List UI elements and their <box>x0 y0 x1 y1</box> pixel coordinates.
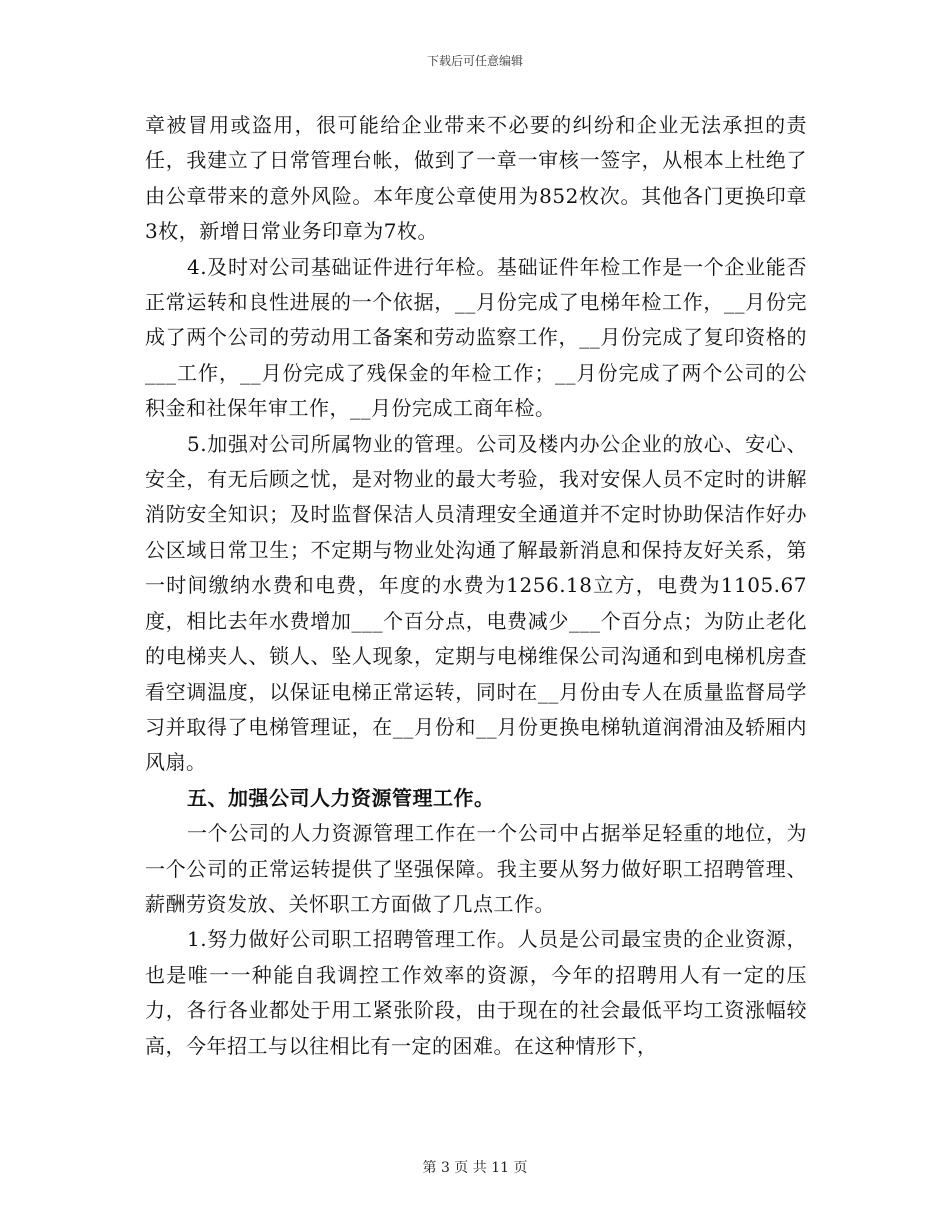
paragraph-property-management: 5.加强对公司所属物业的管理。公司及楼内办公企业的放心、安心、安全，有无后顾之忧，是对物业的最大考验，我对安保人员不定时的讲解消防安全知识；及时监督保洁人员清理安全通道并不定时协助保洁作好办公区域日常卫生；不定期与物业处沟通了解最新消息和保持友好关系，第一时间缴纳水费和电费，年度的水费为1256.18立方，电费为1105.67度，相比去年水费增加___个百分点，电费减少___个百分点；为防止老化的电梯夹人、锁人、坠人现象，定期与电梯维保公司沟通和到电梯机房查看空调温度，以保证电梯正常运转，同时在__月份由专人在质量监督局学习并取得了电梯管理证，在__月份和__月份更换电梯轨道润滑油及轿厢内风扇。 <box>145 431 807 775</box>
paragraph-recruitment: 1.努力做好公司职工招聘管理工作。人员是公司最宝贵的企业资源，也是唯一一种能自我调控工作效率的资源，今年的招聘用人有一定的压力，各行各业都处于用工紧张阶段，由于现在的社会最低平均工资涨幅较高，今年招工与以往相比有一定的困难。在这种情形下， <box>145 927 807 1058</box>
paragraph-hr-intro: 一个公司的人力资源管理工作在一个公司中占据举足轻重的地位，为一个公司的正常运转提供了坚强保障。我主要从努力做好职工招聘管理、薪酬劳资发放、关怀职工方面做了几点工作。 <box>145 821 807 916</box>
paragraph-annual-inspection: 4.及时对公司基础证件进行年检。基础证件年检工作是一个企业能否正常运转和良性进展的一个依据，__月份完成了电梯年检工作，__月份完成了两个公司的劳动用工备案和劳动监察工作，__月份完成了复印资格的___工作，__月份完成了残保金的年检工作；__月份完成了两个公司的公积金和社保年审工作，__月份完成工商年检。 <box>145 254 807 421</box>
page-footer: 第 3 页 共 11 页 <box>422 1160 528 1176</box>
section-heading-hr: 五、加强公司人力资源管理工作。 <box>187 785 495 810</box>
page-header: 下载后可任意编辑 <box>426 54 523 68</box>
document-body <box>145 108 807 1064</box>
paragraph-seal-management: 章被冒用或盗用，很可能给企业带来不必要的纠纷和企业无法承担的责任，我建立了日常管理台帐，做到了一章一审核一签字，从根本上杜绝了由公章带来的意外风险。本年度公章使用为852枚次。其他各门更换印章3枚，新增日常业务印章为7枚。 <box>145 113 807 244</box>
